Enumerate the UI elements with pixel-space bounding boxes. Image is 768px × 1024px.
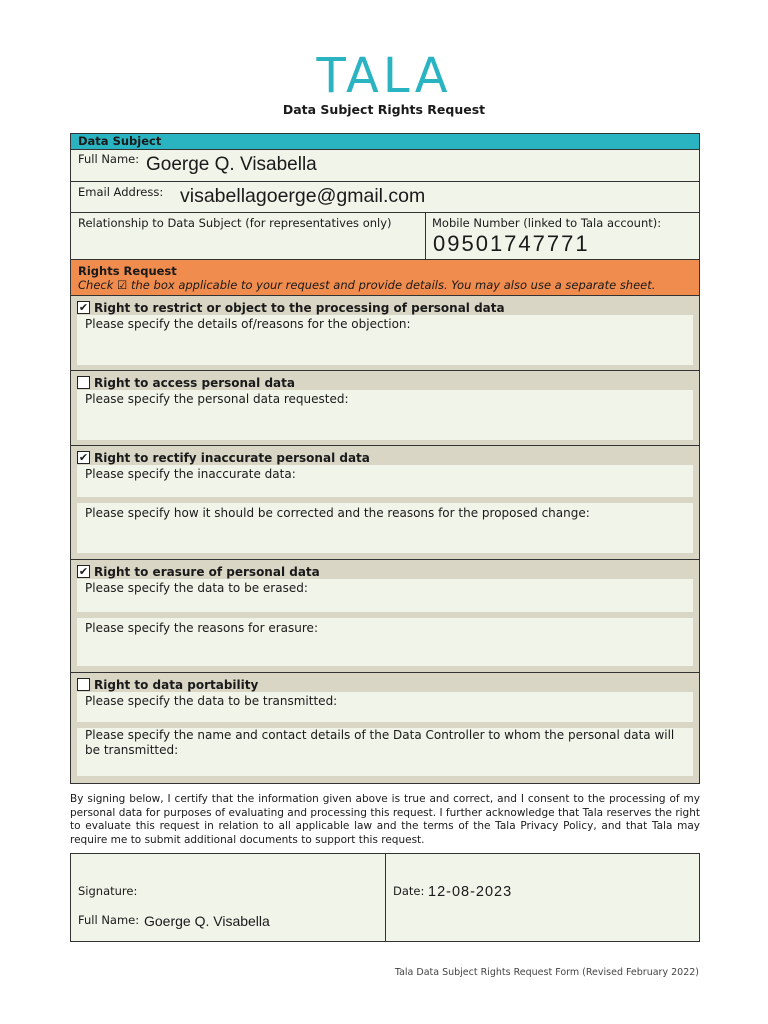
tala-logo: TALA [316, 48, 452, 104]
mobile-field[interactable]: 09501747771 [433, 231, 590, 256]
full-name-label: Full Name: [78, 152, 140, 166]
right-title: Right to data portability [94, 677, 259, 692]
right-block-rectify [71, 446, 699, 560]
right-title-row [77, 300, 693, 315]
field-label: Please specify the reasons for erasure: [85, 621, 318, 635]
field-label: Please specify the personal data requested: [85, 392, 349, 406]
right-title-row [77, 677, 693, 692]
field-label: Please specify the inaccurate data: [85, 467, 296, 481]
document-title: Data Subject Rights Request [282, 102, 486, 117]
rectify-checkbox[interactable]: ✔ [78, 451, 89, 464]
right-title: Right to access personal data [94, 375, 295, 390]
column-divider [425, 213, 426, 259]
request-form [70, 133, 700, 784]
restrict-object-checkbox[interactable]: ✔ [78, 301, 89, 314]
erase-data-field[interactable] [77, 579, 693, 612]
right-title: Right to restrict or object to the processing of personal data [94, 300, 505, 315]
field-label: Please specify the data to be erased: [85, 581, 308, 595]
relationship-label: Relationship to Data Subject (for representatives only) [78, 216, 392, 230]
signature-label: Signature: [78, 884, 138, 898]
right-title: Right to erasure of personal data [94, 564, 320, 579]
full-name-field[interactable]: Goerge Q. Visabella [146, 154, 317, 175]
access-checkbox[interactable] [77, 376, 90, 389]
email-row [71, 182, 699, 213]
objection-details-field[interactable] [77, 315, 693, 365]
rights-request-title: Rights Request [78, 264, 177, 278]
right-block-restrict-object [71, 296, 699, 371]
inaccurate-data-field[interactable] [77, 465, 693, 497]
portability-checkbox[interactable] [77, 678, 90, 691]
right-block-portability [71, 673, 699, 783]
email-label: Email Address: [78, 185, 164, 199]
field-label: Please specify the name and contact details of the Data Controller to whom the personal data will be transmitted: [85, 728, 675, 757]
correction-field[interactable] [77, 503, 693, 553]
right-block-access [71, 371, 699, 446]
right-title-row [77, 450, 693, 465]
relationship-mobile-row [71, 213, 699, 260]
signature-column [71, 854, 386, 941]
mobile-label: Mobile Number (linked to Tala account): [432, 216, 662, 230]
field-label: Please specify the data to be transmitted: [85, 694, 338, 708]
form-footer: Tala Data Subject Rights Request Form (Revised February 2022) [394, 967, 699, 978]
field-label: Please specify the details of/reasons for the objection: [85, 317, 411, 331]
transmit-data-field[interactable] [77, 692, 693, 722]
right-title-row [77, 564, 693, 579]
requested-data-field[interactable] [77, 390, 693, 440]
erasure-reasons-field[interactable] [77, 618, 693, 666]
signature-box [70, 853, 700, 942]
rights-request-header [71, 260, 699, 296]
data-subject-header: Data Subject [71, 134, 699, 150]
sig-full-name-label: Full Name: [78, 913, 140, 927]
right-title-row [77, 375, 693, 390]
right-title: Right to rectify inaccurate personal data [94, 450, 370, 465]
rights-request-instruction: Check ☑ the box applicable to your request and provide details. You may also use a separate sheet. [78, 278, 656, 292]
certification-text: By signing below, I certify that the information given above is true and correct, and I consent to the processing of my personal data for purposes of evaluating and processing this request. I further acknowledge that Tala reserves the right to evaluate this request in relation to all applicable law and the terms of the Tala Privacy Policy, and that Tala may require me to submit additional documents to support this request. [70, 793, 700, 846]
right-block-erasure [71, 560, 699, 673]
date-label: Date: [393, 884, 425, 898]
full-name-row [71, 150, 699, 182]
date-field[interactable]: 12-08-2023 [428, 884, 513, 900]
field-label: Please specify how it should be corrected and the reasons for the proposed change: [85, 506, 590, 520]
email-field[interactable]: visabellagoerge@gmail.com [180, 185, 426, 207]
erasure-checkbox[interactable]: ✔ [78, 565, 89, 578]
sig-full-name-field[interactable]: Goerge Q. Visabella [144, 913, 270, 929]
data-controller-field[interactable] [77, 728, 693, 776]
